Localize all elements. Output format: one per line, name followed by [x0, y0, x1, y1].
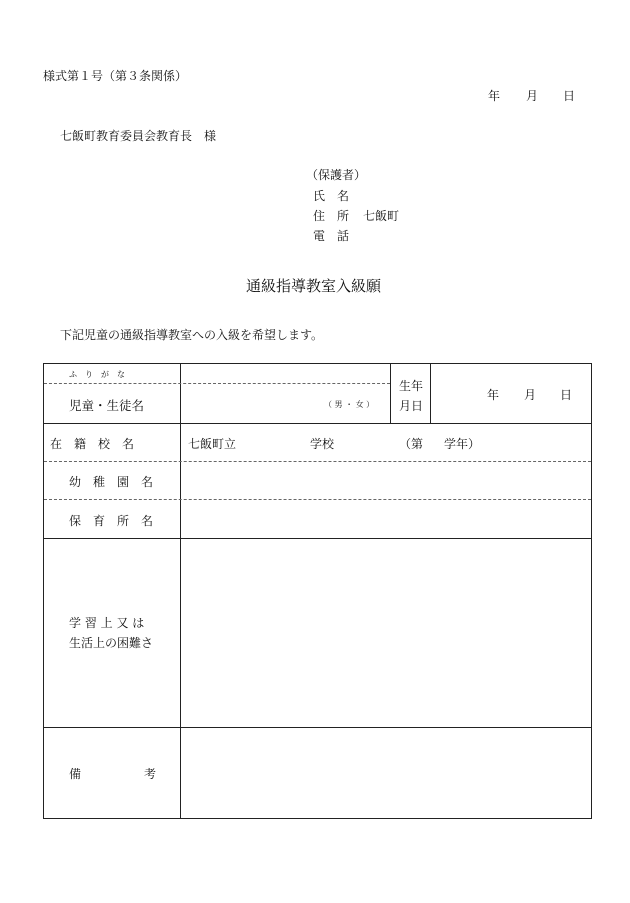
school-name-field[interactable] [244, 428, 308, 456]
grade-close: 学年） [444, 437, 481, 451]
nursery-label: 保 育 所 名 [69, 514, 154, 528]
birth-label-line1: 生年 [399, 379, 424, 393]
difficulty-field[interactable] [184, 542, 588, 724]
date-year-label: 年 [488, 89, 501, 103]
nursery-field[interactable] [184, 502, 588, 535]
intro-text: 下記児童の通級指導教室への入級を希望します。 [60, 328, 324, 342]
difficulty-label-line1: 学 習 上 又 は [69, 616, 145, 630]
addressee: 七飯町教育委員会教育長 様 [60, 129, 217, 143]
furigana-label: ふ り が な [69, 370, 125, 379]
guardian-name-label: 氏 名 [313, 189, 350, 203]
remarks-label-second: 考 [144, 767, 157, 781]
student-name-label: 児童・生徒名 [69, 398, 145, 413]
kindergarten-field[interactable] [184, 464, 588, 496]
form-number: 様式第１号（第３条関係） [43, 69, 188, 83]
label-column-divider [180, 364, 181, 819]
row-divider-3 [44, 499, 591, 500]
application-form-table [43, 363, 592, 819]
student-name-field[interactable] [184, 386, 324, 420]
school-label: 在 籍 校 名 [50, 437, 135, 451]
row-divider-5 [44, 727, 591, 728]
birth-label-divider-left [390, 364, 391, 423]
school-town: 七飯町立 [188, 437, 237, 451]
page-title: 通級指導教室入級願 [246, 277, 382, 295]
birth-label-divider-right [430, 364, 431, 423]
remarks-label-first: 備 [69, 767, 82, 781]
row-divider-4 [44, 538, 591, 539]
school-suffix: 学校 [310, 437, 335, 451]
gender-selector[interactable]: （ 男 ・ 女 ） [324, 400, 375, 409]
date-day-label: 日 [563, 89, 576, 103]
kindergarten-label: 幼 稚 園 名 [69, 475, 154, 489]
grade-open: （第 [399, 437, 424, 451]
furigana-divider [44, 383, 390, 384]
date-month-label: 月 [526, 89, 539, 103]
row-divider-2 [44, 461, 591, 462]
guardian-address-value: 七飯町 [363, 209, 400, 223]
guardian-phone-label: 電 話 [313, 229, 350, 243]
birth-year-label: 年 [487, 388, 500, 402]
birth-month-label: 月 [524, 388, 537, 402]
birth-day-label: 日 [560, 388, 573, 402]
guardian-address-label: 住 所 [313, 209, 350, 223]
difficulty-label-line2: 生活上の困難さ [69, 636, 154, 650]
furigana-field[interactable] [184, 366, 386, 381]
remarks-field[interactable] [184, 731, 588, 816]
guardian-heading: （保護者） [306, 168, 367, 182]
row-divider-1 [44, 423, 591, 424]
birth-label-line2: 月日 [399, 399, 424, 413]
